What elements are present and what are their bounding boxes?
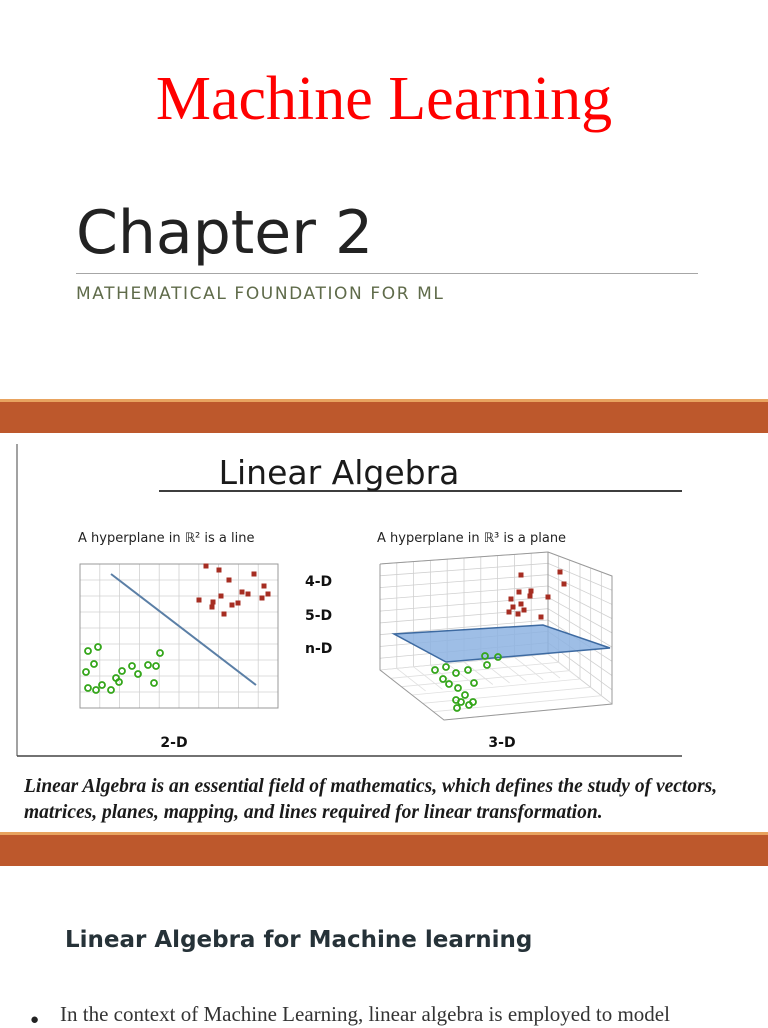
- linear-algebra-figure: [16, 442, 682, 758]
- point-class-b: [539, 615, 544, 620]
- dimension-label-4d: 4-D: [305, 574, 333, 590]
- point-class-b: [227, 578, 232, 583]
- point-class-b: [204, 564, 209, 569]
- point-class-b: [546, 595, 551, 600]
- chapter-heading: Chapter 2: [76, 198, 374, 268]
- point-class-b: [517, 590, 522, 595]
- point-class-b: [562, 582, 567, 587]
- point-class-b: [211, 600, 216, 605]
- figure-svg: [16, 442, 682, 758]
- right-panel-title: A hyperplane in ℝ³ is a plane: [377, 531, 567, 546]
- point-class-b: [528, 594, 533, 599]
- point-class-b: [522, 608, 527, 613]
- point-class-b: [262, 584, 267, 589]
- left-panel-label: 2-D: [160, 735, 188, 751]
- dimension-label-nd: n-D: [305, 641, 333, 657]
- point-class-b: [236, 601, 241, 606]
- point-class-b: [252, 572, 257, 577]
- point-class-b: [529, 589, 534, 594]
- point-class-b: [558, 570, 563, 575]
- point-class-b: [197, 598, 202, 603]
- point-class-b: [266, 592, 271, 597]
- page-title: Machine Learning: [155, 65, 613, 133]
- point-class-b: [507, 610, 512, 615]
- section-heading: Linear Algebra for Machine learning: [65, 927, 533, 953]
- figure-heading: Linear Algebra: [218, 453, 460, 492]
- point-class-b: [246, 592, 251, 597]
- figure-caption: Linear Algebra is an essential field of mathematics, which defines the study of vectors, matrices, planes, mapping, and lines required for linear transformation.: [24, 776, 718, 823]
- point-class-b: [230, 603, 235, 608]
- decorative-band-bottom: [0, 832, 768, 866]
- decorative-band-top: [0, 399, 768, 433]
- point-class-b: [260, 596, 265, 601]
- point-class-b: [219, 594, 224, 599]
- point-class-b: [519, 602, 524, 607]
- point-class-b: [519, 573, 524, 578]
- dimension-label-5d: 5-D: [305, 608, 333, 624]
- bullet-text: In the context of Machine Learning, linear algebra is employed to model: [60, 1002, 670, 1026]
- right-panel-label: 3-D: [488, 735, 516, 751]
- point-class-b: [217, 568, 222, 573]
- point-class-b: [240, 590, 245, 595]
- point-class-b: [509, 597, 514, 602]
- point-class-b: [222, 612, 227, 617]
- chapter-divider: [76, 273, 698, 274]
- point-class-b: [210, 605, 215, 610]
- bullet-dot-icon: ●: [30, 1012, 40, 1028]
- left-panel-title: A hyperplane in ℝ² is a line: [78, 531, 255, 546]
- chapter-subtitle: MATHEMATICAL FOUNDATION FOR ML: [76, 284, 445, 304]
- point-class-b: [511, 605, 516, 610]
- point-class-b: [516, 612, 521, 617]
